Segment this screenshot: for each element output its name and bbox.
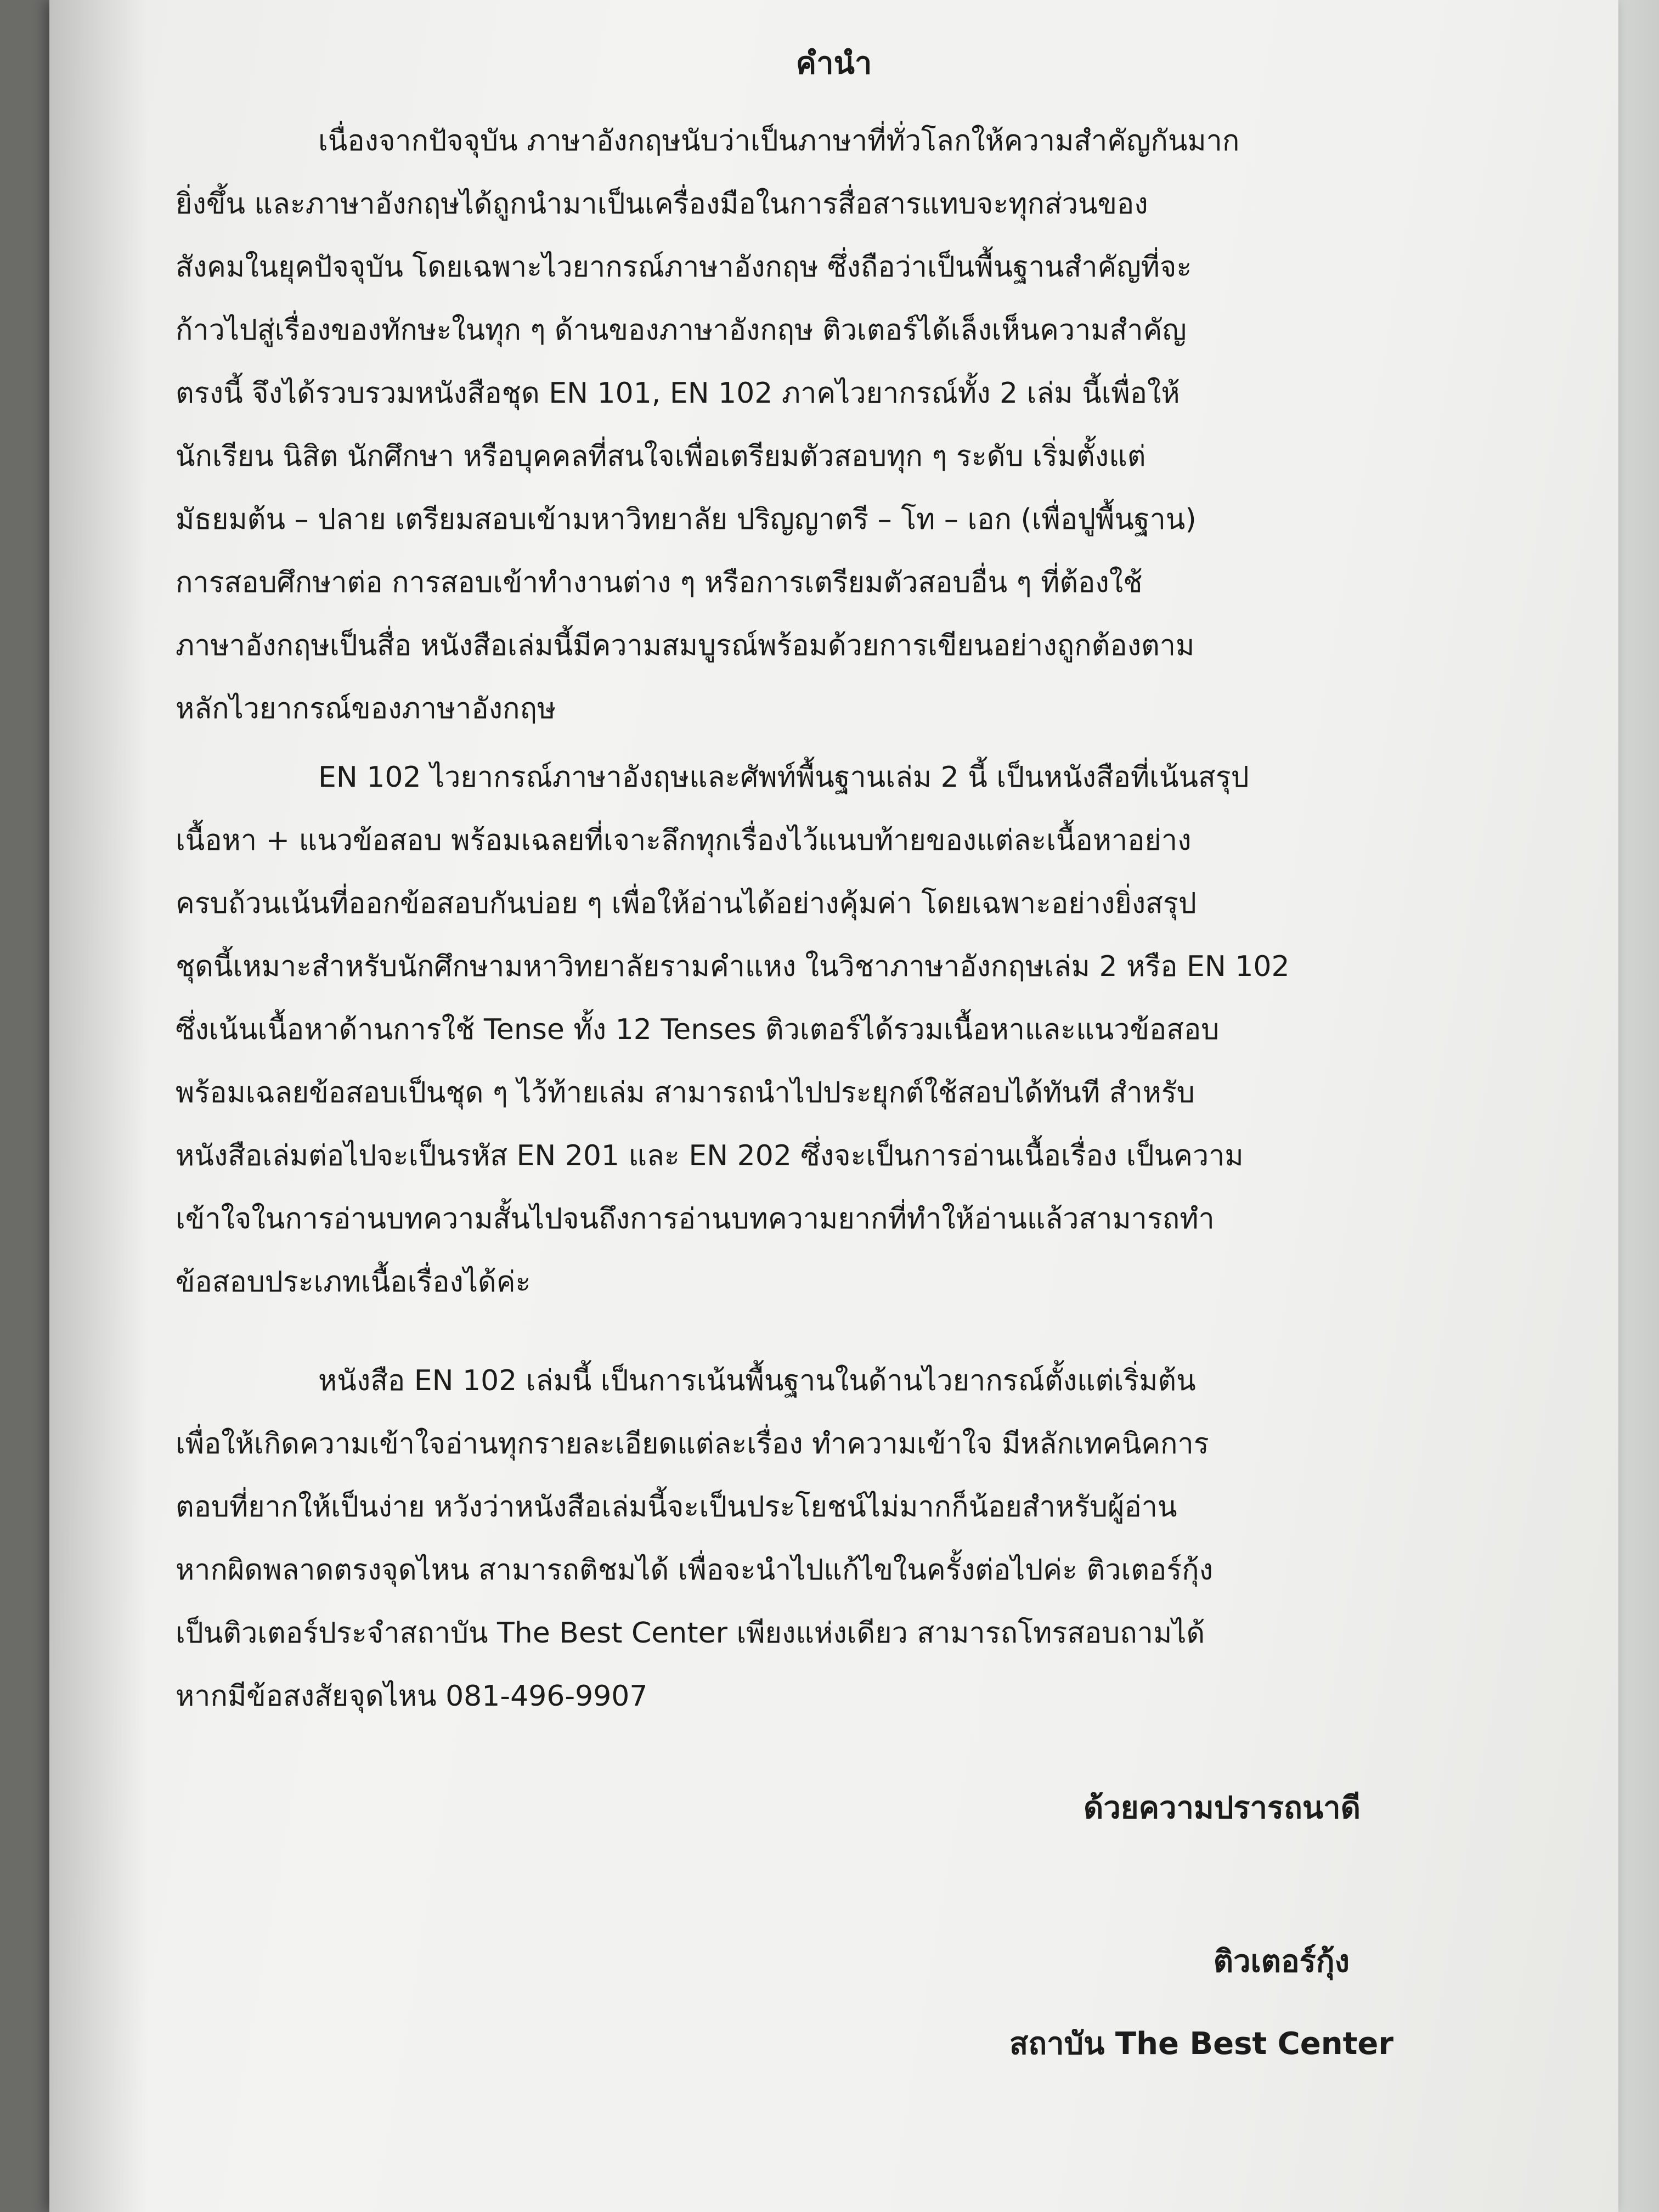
signature-name: ติวเตอร์กุ้ง (1213, 1944, 1350, 1979)
closing-phrase: ด้วยความปรารถนาดี (1083, 1790, 1361, 1826)
paragraph-line: เนื้อหา + แนวข้อสอบ พร้อมเฉลยที่เจาะลึกทุกเรื่องไว้แนบท้ายของแต่ละเนื้อหาอย่าง (176, 824, 1192, 857)
paragraph-line: หลักไวยากรณ์ของภาษาอังกฤษ (176, 692, 556, 725)
paragraph-line: นักเรียน นิสิต นักศึกษา หรือบุคคลที่สนใจเพื่อเตรียมตัวสอบทุก ๆ ระดับ เริ่มตั้งแต่ (176, 440, 1146, 473)
page-fold-shadow (49, 0, 148, 2212)
paragraph-line: ภาษาอังกฤษเป็นสื่อ หนังสือเล่มนี้มีความสมบูรณ์พร้อมด้วยการเขียนอย่างถูกต้องตาม (176, 629, 1195, 662)
paragraph-line: เข้าใจในการอ่านบทความสั้นไปจนถึงการอ่านบทความยากที่ทำให้อ่านแล้วสามารถทำ (176, 1203, 1215, 1235)
paragraph-line: สังคมในยุคปัจจุบัน โดยเฉพาะไวยากรณ์ภาษาอังกฤษ ซึ่งถือว่าเป็นพื้นฐานสำคัญที่จะ (176, 251, 1192, 284)
paragraph-line: เนื่องจากปัจจุบัน ภาษาอังกฤษนับว่าเป็นภาษาที่ทั่วโลกให้ความสำคัญกันมาก (318, 125, 1240, 157)
paragraph-line: ครบถ้วนเน้นที่ออกข้อสอบกันบ่อย ๆ เพื่อให้อ่านได้อย่างคุ้มค่า โดยเฉพาะอย่างยิ่งสรุป (176, 887, 1197, 920)
paragraph-line: มัธยมต้น – ปลาย เตรียมสอบเข้ามหาวิทยาลัย ปริญญาตรี – โท – เอก (เพื่อปูพื้นฐาน) (176, 503, 1197, 536)
paragraph-line: หนังสือเล่มต่อไปจะเป็นรหัส EN 201 และ EN 202 ซึ่งจะเป็นการอ่านเนื้อเรื่อง เป็นความ (176, 1139, 1244, 1172)
paragraph-line: ตรงนี้ จึงได้รวบรวมหนังสือชุด EN 101, EN 102 ภาคไวยากรณ์ทั้ง 2 เล่ม นี้เพื่อให้ (176, 377, 1180, 410)
paragraph-line: ซึ่งเน้นเนื้อหาด้านการใช้ Tense ทั้ง 12 Tenses ติวเตอร์ได้รวมเนื้อหาและแนวข้อสอบ (176, 1013, 1220, 1046)
paragraph-line: ข้อสอบประเภทเนื้อเรื่องได้ค่ะ (176, 1266, 531, 1299)
paragraph-1 (176, 110, 1514, 741)
paragraph-line: หากมีข้อสงสัยจุดไหน 081-496-9907 (176, 1680, 648, 1713)
paragraph-2 (176, 746, 1514, 1314)
paragraph-line: ยิ่งขึ้น และภาษาอังกฤษได้ถูกนำมาเป็นเครื่องมือในการสื่อสารแทบจะทุกส่วนของ (176, 188, 1148, 221)
signature-organization: สถาบัน The Best Center (1009, 2026, 1393, 2062)
document-page (49, 0, 1618, 2212)
paragraph-3 (176, 1350, 1514, 1728)
paragraph-line: EN 102 ไวยากรณ์ภาษาอังฤษและศัพท์พื้นฐานเล่ม 2 นี้ เป็นหนังสือที่เน้นสรุป (318, 761, 1249, 794)
paragraph-line: เป็นติวเตอร์ประจำสถาบัน The Best Center เพียงแห่งเดียว สามารถโทรสอบถามได้ (176, 1617, 1205, 1650)
paragraph-line: หนังสือ EN 102 เล่มนี้ เป็นการเน้นพื้นฐานในด้านไวยากรณ์ตั้งแต่เริ่มต้น (318, 1364, 1196, 1397)
paragraph-line: เพื่อให้เกิดความเข้าใจอ่านทุกรายละเอียดแต่ละเรื่อง ทำความเข้าใจ มีหลักเทคนิคการ (176, 1427, 1209, 1460)
page-title: คำนำ (795, 46, 872, 81)
paragraph-line: พร้อมเฉลยข้อสอบเป็นชุด ๆ ไว้ท้ายเล่ม สามารถนำไปประยุกต์ใช้สอบได้ทันที สำหรับ (176, 1076, 1195, 1109)
paragraph-line: ก้าวไปสู่เรื่องของทักษะในทุก ๆ ด้านของภาษาอังกฤษ ติวเตอร์ได้เล็งเห็นความสำคัญ (176, 314, 1187, 347)
paragraph-line: การสอบศึกษาต่อ การสอบเข้าทำงานต่าง ๆ หรือการเตรียมตัวสอบอื่น ๆ ที่ต้องใช้ (176, 566, 1143, 599)
paragraph-line: ชุดนี้เหมาะสำหรับนักศึกษามหาวิทยาลัยรามคำแหง ในวิชาภาษาอังกฤษเล่ม 2 หรือ EN 102 (176, 950, 1290, 983)
paragraph-line: ตอบที่ยากให้เป็นง่าย หวังว่าหนังสือเล่มนี้จะเป็นประโยชน์ไม่มากก็น้อยสำหรับผู้อ่าน (176, 1491, 1177, 1523)
paragraph-line: หากผิดพลาดตรงจุดไหน สามารถติชมได้ เพื่อจะนำไปแก้ไขในครั้งต่อไปค่ะ ติวเตอร์กุ้ง (176, 1554, 1214, 1587)
